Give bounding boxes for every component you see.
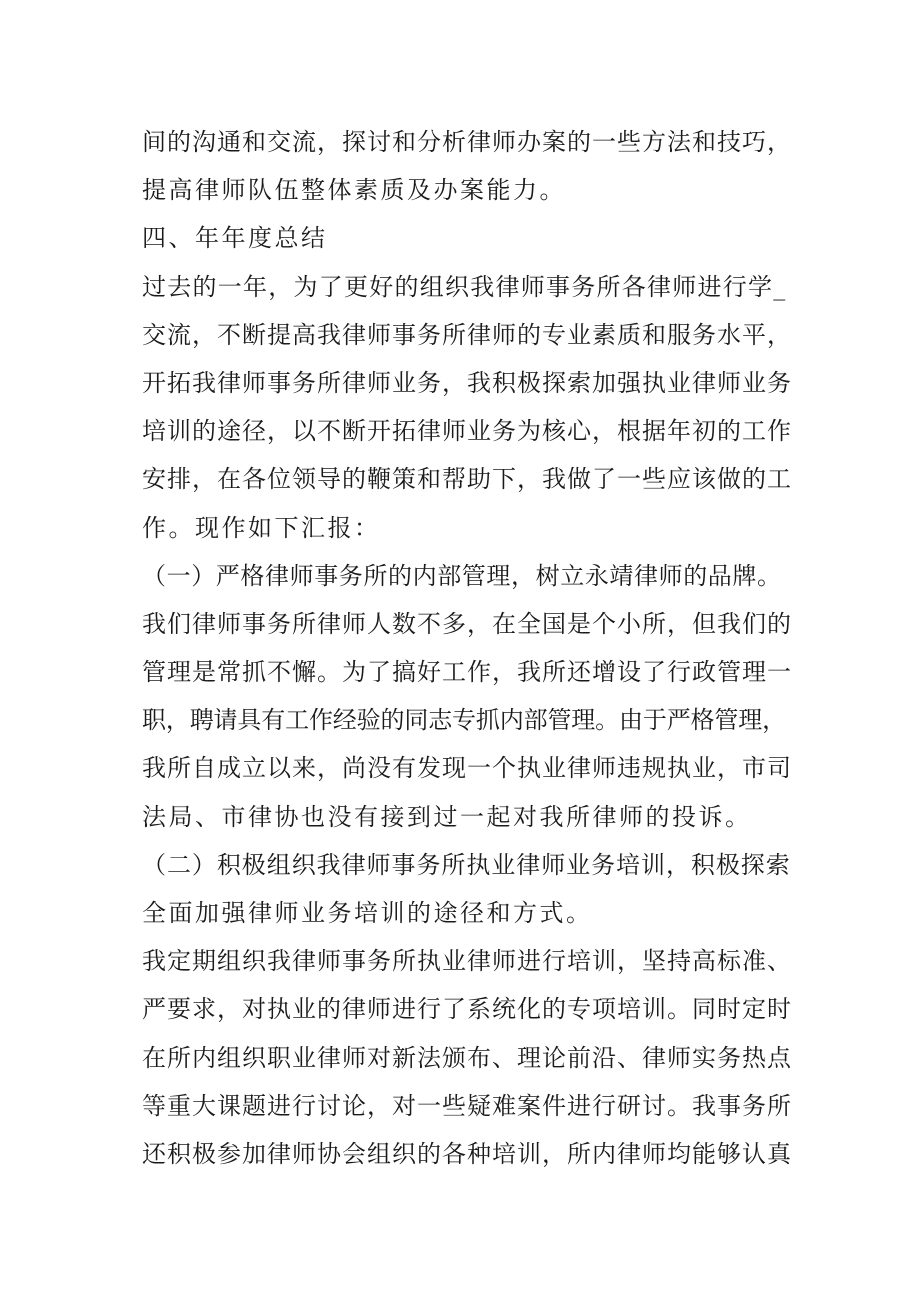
text-line: 安排，在各位领导的鞭策和帮助下，我做了一些应该做的工 xyxy=(142,465,792,494)
text-line: 我们律师事务所律师人数不多，在全国是个小所，但我们的 xyxy=(142,609,792,638)
text-line: 职，聘请具有工作经验的同志专抓内部管理。由于严格管理， xyxy=(142,706,786,735)
subsection-heading: （二）积极组织我律师事务所执业律师业务培训，积极探索 xyxy=(142,850,791,879)
subsection-heading: （一）严格律师事务所的内部管理，树立永靖律师的品牌。 xyxy=(142,561,782,590)
document-body xyxy=(142,118,792,1178)
text-line: 在所内组织职业律师对新法颁布、理论前沿、律师实务热点 xyxy=(142,1043,792,1072)
text-line: 还积极参加律师协会组织的各种培训，所内律师均能够认真 xyxy=(142,1139,792,1168)
text-line: 交流，不断提高我律师事务所律师的专业素质和服务水平， xyxy=(142,320,792,349)
text-line: 管理是常抓不懈。为了搞好工作，我所还增设了行政管理一 xyxy=(142,658,792,687)
text-line: 过去的一年，为了更好的组织我律师事务所各律师进行学_ xyxy=(142,272,787,301)
text-line: 培训的途径，以不断开拓律师业务为核心，根据年初的工作 xyxy=(142,417,792,446)
text-line: 法局、市律协也没有接到过一起对我所律师的投诉。 xyxy=(142,802,752,831)
section-heading: 四、年年度总结 xyxy=(142,224,328,253)
text-line: 全面加强律师业务培训的途径和方式。 xyxy=(142,899,593,927)
text-line: 间的沟通和交流，探讨和分析律师办案的一些方法和技巧， xyxy=(142,128,792,156)
text-line: 作。现作如下汇报： xyxy=(142,513,381,542)
text-line: 提高律师队伍整体素质及办案能力。 xyxy=(142,176,566,205)
text-line: 开拓我律师事务所律师业务，我积极探索加强执业律师业务 xyxy=(142,368,792,397)
text-line: 我所自成立以来，尚没有发现一个执业律师违规执业，市司 xyxy=(142,754,792,783)
text-line: 严要求，对执业的律师进行了系统化的专项培训。同时定时 xyxy=(142,995,792,1024)
text-line: 我定期组织我律师事务所执业律师进行培训，坚持高标准、 xyxy=(142,947,792,976)
text-line: 等重大课题进行讨论，对一些疑难案件进行研讨。我事务所 xyxy=(142,1091,792,1120)
